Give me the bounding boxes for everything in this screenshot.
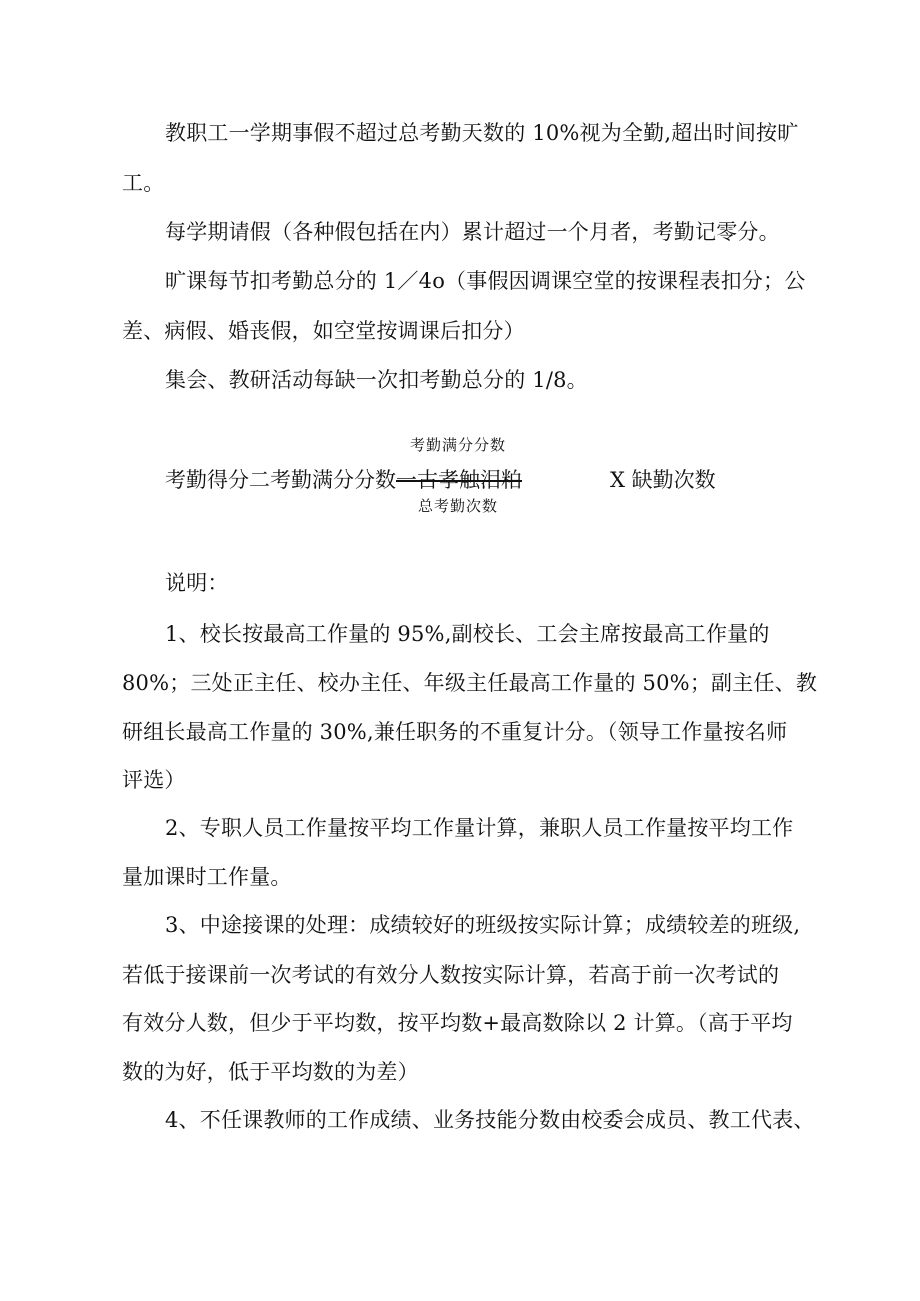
note-1-line-1: 1、校长按最高工作量的 95%,副校长、工会主席按最高工作量的: [165, 622, 770, 646]
note-1-line-2: 80%；三处正主任、校办主任、年级主任最高工作量的 50%；副主任、教: [122, 671, 818, 695]
formula-main-struck: 一古孝触泪粕: [396, 468, 522, 492]
paragraph-meeting-line-1: 集会、教研活动每缺一次扣考勤总分的 1/8。: [165, 368, 588, 392]
note-4-line-1: 4、不任课教师的工作成绩、业务技能分数由校委会成员、教工代表、: [165, 1108, 815, 1132]
paragraph-absence-line-1: 旷课每节扣考勤总分的 1／4o（事假因调课空堂的按课程表扣分；公: [165, 269, 806, 293]
note-1-line-3: 研组长最高工作量的 30%,兼任职务的不重复计分。（领导工作量按名师: [122, 720, 788, 744]
notes-heading: 说明：: [165, 571, 229, 595]
paragraph-absence-line-2: 差、病假、婚丧假，如空堂按调课后扣分）: [122, 319, 525, 343]
formula-numerator: 考勤满分分数: [410, 436, 507, 454]
note-2-line-2: 量加课时工作量。: [122, 865, 292, 889]
note-3-line-4: 数的为好，低于平均数的为差）: [122, 1060, 419, 1084]
formula-main-right: X 缺勤次数: [610, 468, 716, 492]
formula-main-line: [165, 467, 522, 493]
formula-denominator: 总考勤次数: [418, 497, 499, 515]
paragraph-personal-leave-line-1: 教职工一学期事假不超过总考勤天数的 10%视为全勤,超出时间按旷: [165, 121, 799, 145]
note-3-line-1: 3、中途接课的处理：成绩较好的班级按实际计算；成绩较差的班级,: [165, 913, 801, 937]
paragraph-personal-leave-line-2: 工。: [122, 171, 165, 195]
note-3-line-3: 有效分人数，但少于平均数，按平均数+最高数除以 2 计算。（高于平均: [122, 1011, 793, 1035]
paragraph-leave-total-line-1: 每学期请假（各种假包括在内）累计超过一个月者，考勤记零分。: [165, 220, 780, 244]
note-1-line-4: 评选）: [122, 768, 186, 792]
note-3-line-2: 若低于接课前一次考试的有效分人数按实际计算，若高于前一次考试的: [122, 963, 780, 987]
note-2-line-1: 2、专职人员工作量按平均工作量计算，兼职人员工作量按平均工作: [165, 816, 794, 840]
formula-main-left: 考勤得分二考勤满分分数: [165, 468, 396, 492]
